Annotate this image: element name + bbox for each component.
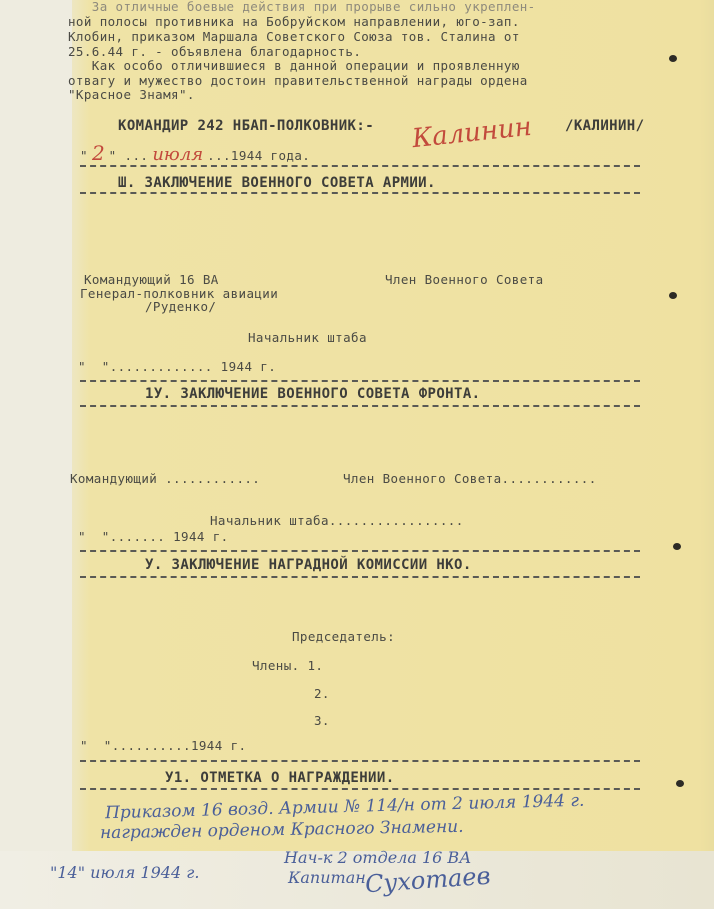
section4-member: Член Военного Совета............ — [343, 471, 597, 486]
section5-member-3: 3. — [314, 713, 330, 728]
section5-chairman: Председатель: — [292, 629, 396, 644]
paper-margin — [0, 0, 72, 909]
section5-date: " "..........1944 г. — [80, 738, 247, 753]
date-day: 2 — [91, 141, 105, 165]
punch-hole — [673, 543, 681, 550]
section3-name: /Руденко/ — [145, 299, 217, 314]
section5-member-2: 2. — [314, 686, 330, 701]
punch-hole — [676, 780, 684, 787]
date-quote: " — [80, 148, 88, 163]
section4-heading: 1У. ЗАКЛЮЧЕНИЕ ВОЕННОГО СОВЕТА ФРОНТА. — [145, 386, 481, 402]
commander-signature: Калинин — [410, 111, 534, 155]
section6-heading: У1. ОТМЕТКА О НАГРАЖДЕНИИ. — [165, 770, 395, 786]
intro-line-5: Как особо отличившиеся в данной операции и проявленную — [68, 58, 520, 73]
section4-commander: Командующий ............ — [70, 471, 261, 486]
date-middle: " ... — [108, 148, 149, 163]
intro-line-7: "Красное Знамя". — [68, 87, 195, 102]
divider — [80, 192, 640, 194]
intro-line-4: 25.6.44 г. - объявлена благодарность. — [68, 44, 362, 59]
commander-date — [80, 141, 310, 165]
commander-name: /КАЛИНИН/ — [565, 118, 645, 134]
divider — [80, 788, 640, 790]
section4-chief: Начальник штаба................. — [210, 513, 464, 528]
commander-title: КОМАНДИР 242 НБАП-ПОЛКОВНИК:- — [118, 118, 375, 134]
punch-hole — [669, 55, 677, 62]
divider — [80, 576, 640, 578]
section3-heading: Ш. ЗАКЛЮЧЕНИЕ ВОЕННОГО СОВЕТА АРМИИ. — [118, 175, 436, 191]
date-year: ...1944 года. — [207, 148, 311, 163]
punch-hole — [669, 292, 677, 299]
section3-rank: Генерал-полковник авиации — [80, 286, 279, 301]
divider — [80, 550, 640, 552]
intro-line-6: отвагу и мужество достоин правительственной награды ордена — [68, 73, 528, 88]
divider — [80, 405, 640, 407]
award-note-line-2: награжден орденом Красного Знамени. — [99, 816, 464, 844]
intro-line-3: Клобин, приказом Маршала Советского Союза тов. Сталина от — [68, 29, 520, 44]
section3-date: " "............. 1944 г. — [78, 359, 277, 374]
section3-commander: Командующий 16 ВА — [84, 272, 219, 287]
intro-line-1: За отличные боевые действия при прорыве сильно укреплен- — [68, 0, 536, 14]
intro-line-2: ной полосы противника на Бобруйском направлении, юго-зап. — [68, 14, 520, 29]
date-month: июля — [152, 144, 204, 165]
section5-members: Члены. 1. — [252, 658, 324, 673]
captain-line: Капитан — [288, 868, 366, 887]
section3-chief: Начальник штаба — [248, 330, 367, 345]
section4-date: " "....... 1944 г. — [78, 529, 229, 544]
department-line: Нач-к 2 отдела 16 ВА — [284, 848, 472, 867]
award-note-line-1: Приказом 16 возд. Армии № 114/н от 2 июля 1944 г. — [104, 790, 585, 824]
section3-member: Член Военного Совета — [385, 272, 544, 287]
divider — [80, 760, 640, 762]
section5-heading: У. ЗАКЛЮЧЕНИЕ НАГРАДНОЙ КОМИССИИ НКО. — [145, 557, 472, 573]
award-date: "14" июля 1944 г. — [50, 863, 200, 882]
captain-signature: Сухотаев — [364, 861, 492, 899]
divider — [80, 380, 640, 382]
divider — [80, 165, 640, 167]
